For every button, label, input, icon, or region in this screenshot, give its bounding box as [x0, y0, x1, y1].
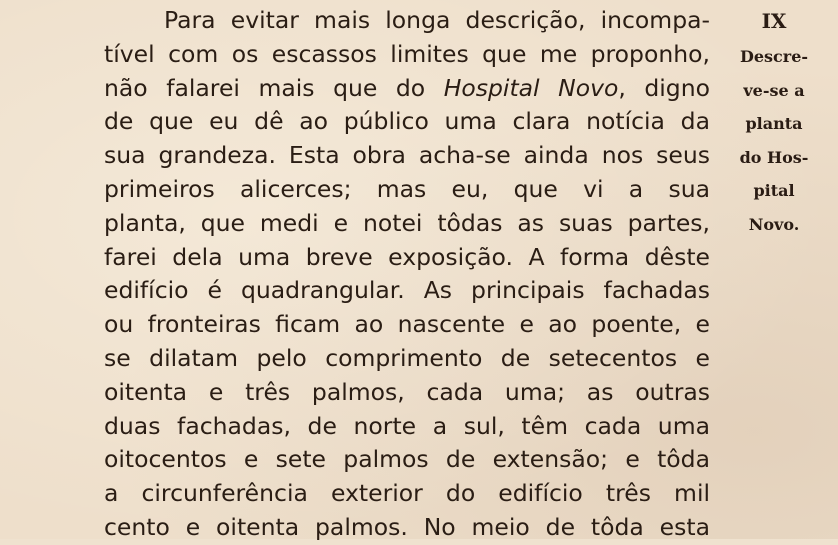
text-line: farei dela uma breve exposição. A forma dêste [104, 242, 710, 271]
text-segment: , digno [618, 73, 710, 102]
text-line: tível com os escassos limites que me proponho, [104, 39, 710, 68]
margin-note [724, 6, 824, 242]
text-line: Para evitar mais longa descrição, incompa- [164, 6, 710, 34]
text-line: ou fronteiras ficam ao nascente e ao poente, e [104, 310, 710, 339]
margin-note-line: ve-se a [743, 80, 805, 100]
text-line [104, 72, 710, 106]
chapter-number: IX [761, 9, 787, 33]
main-text [104, 4, 710, 545]
margin-note-line: do Hos- [739, 147, 809, 167]
text-line: cento e oitenta palmos. No meio de tôda esta [104, 512, 710, 541]
text-line: edifício é quadrangular. As principais fachadas [104, 276, 710, 305]
text-line: a circunferência exterior do edifício três mil [104, 479, 710, 508]
hospital-novo-emphasis: Hospital Novo [443, 73, 619, 102]
text-segment: não falarei mais que do [104, 73, 444, 102]
margin-note-line: planta [745, 114, 803, 134]
text-line: duas fachadas, de norte a sul, têm cada uma [104, 411, 710, 440]
text-line: sua grandeza. Esta obra acha-se ainda nos seus [104, 141, 710, 170]
text-line: se dilatam pelo comprimento de setecentos e [104, 343, 710, 372]
margin-note-line: Descre- [739, 47, 809, 66]
text-line: planta, que medi e notei tôdas as suas partes, [104, 208, 710, 237]
margin-note-line: pital [753, 181, 795, 201]
text-line: de que eu dê ao público uma clara notícia da [104, 107, 710, 136]
text-line: oitocentos e sete palmos de extensão; e tôda [104, 445, 710, 474]
text-line: oitenta e três palmos, cada uma; as outras [104, 377, 710, 406]
text-line: primeiros alicerces; mas eu, que vi a sua [104, 174, 710, 203]
margin-note-line: Novo. [748, 214, 800, 234]
